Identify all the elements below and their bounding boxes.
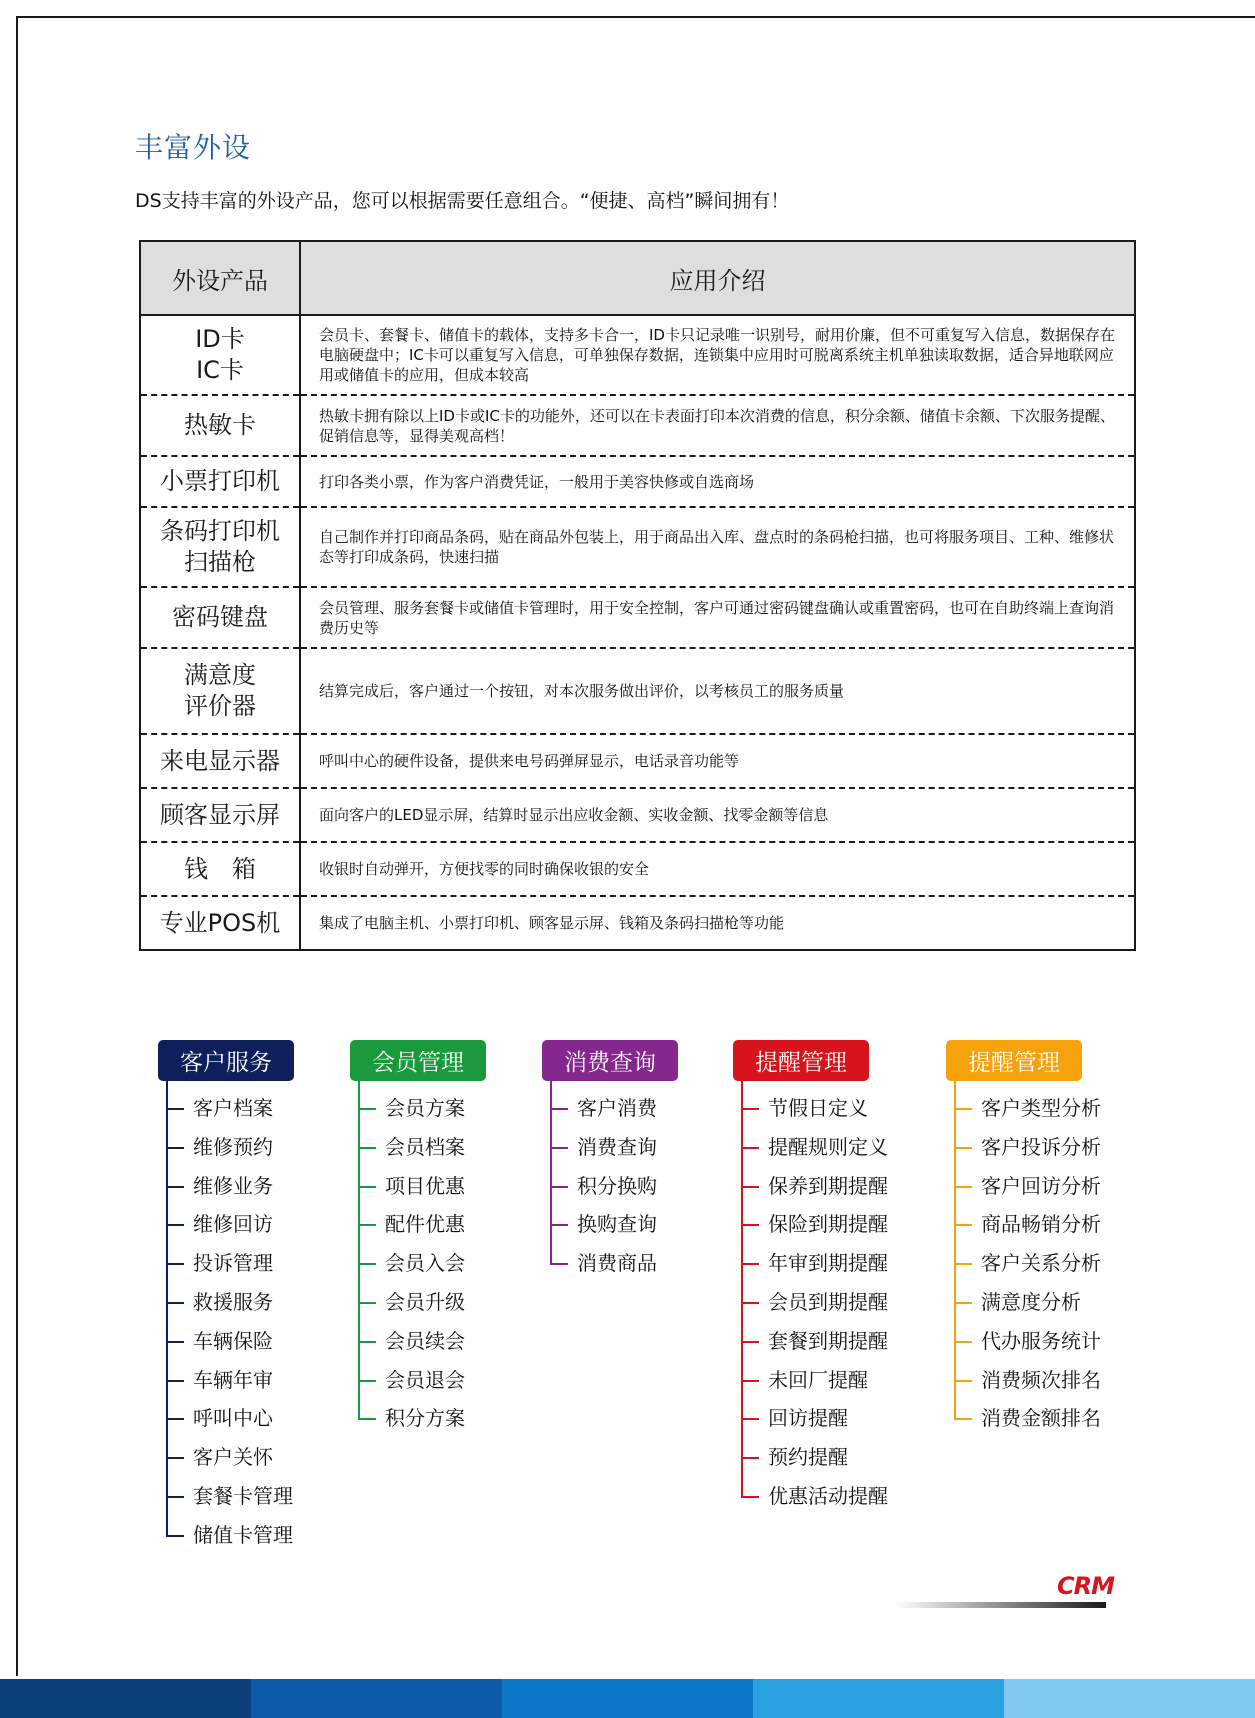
module-item xyxy=(166,1399,294,1438)
tree-branch xyxy=(741,1263,759,1265)
tree-branch xyxy=(741,1186,759,1188)
module-column-analysis xyxy=(946,1040,1101,1438)
tree-branch xyxy=(166,1147,184,1149)
module-item-label: 换购查询 xyxy=(577,1212,657,1237)
tree-branch xyxy=(358,1224,376,1226)
tree-branch xyxy=(954,1302,972,1304)
tree-branch xyxy=(166,1224,184,1226)
band-segment xyxy=(753,1679,1004,1718)
product-description: 自己制作并打印商品条码，贴在商品外包装上，用于商品出入库、盘点时的条码枪扫描，也可将服务项目、工种、维修状态等打印成条码，快速扫描 xyxy=(300,507,1135,587)
tree-branch xyxy=(741,1147,759,1149)
module-list xyxy=(358,1081,486,1438)
product-name: 密码键盘 xyxy=(140,587,300,648)
band-segment xyxy=(502,1679,753,1718)
module-header: 客户服务 xyxy=(158,1040,294,1081)
module-item-label: 车辆保险 xyxy=(193,1328,273,1353)
tree-branch xyxy=(741,1496,759,1498)
module-item xyxy=(166,1322,294,1361)
module-item xyxy=(954,1322,1101,1361)
tree-branch xyxy=(741,1341,759,1343)
module-item xyxy=(166,1244,294,1283)
table-row xyxy=(140,842,1135,896)
product-name: 钱 箱 xyxy=(140,842,300,896)
tree-branch xyxy=(358,1263,376,1265)
tree-branch xyxy=(358,1147,376,1149)
header-description: 应用介绍 xyxy=(300,241,1135,315)
section-title: 丰富外设 xyxy=(135,131,252,164)
table-row xyxy=(140,734,1135,788)
tree-branch xyxy=(741,1457,759,1459)
module-item xyxy=(954,1128,1101,1167)
module-item xyxy=(741,1399,888,1438)
module-item xyxy=(166,1283,294,1322)
product-name: 来电显示器 xyxy=(140,734,300,788)
module-item-label: 年审到期提醒 xyxy=(768,1251,888,1276)
module-item-label: 项目优惠 xyxy=(385,1173,465,1198)
product-name: 热敏卡 xyxy=(140,395,300,456)
table-row xyxy=(140,315,1135,395)
band-segment xyxy=(251,1679,502,1718)
tree-branch xyxy=(166,1457,184,1459)
module-item-label: 储值卡管理 xyxy=(193,1522,293,1547)
tree-branch xyxy=(954,1380,972,1382)
module-item-label: 会员档案 xyxy=(385,1134,465,1159)
module-item-label: 未回厂提醒 xyxy=(768,1367,868,1392)
product-name: 专业POS机 xyxy=(140,896,300,950)
module-item-label: 预约提醒 xyxy=(768,1445,848,1470)
product-description: 热敏卡拥有除以上ID卡或IC卡的功能外，还可以在卡表面打印本次消费的信息，积分余额、储值卡余额、下次服务提醒、促销信息等，显得美观高档！ xyxy=(300,395,1135,456)
product-description: 会员管理、服务套餐卡或储值卡管理时，用于安全控制，客户可通过密码键盘确认或重置密码，也可在自助终端上查询消费历史等 xyxy=(300,587,1135,648)
module-item-label: 优惠活动提醒 xyxy=(768,1483,888,1508)
module-item xyxy=(358,1205,486,1244)
table-row xyxy=(140,395,1135,456)
tree-branch xyxy=(166,1263,184,1265)
product-description: 会员卡、套餐卡、储值卡的载体，支持多卡合一，ID卡只记录唯一识别号，耐用价廉，但不可重复写入信息，数据保存在电脑硬盘中；IC卡可以重复写入信息，可单独保存数据，连锁集中应用时可脱离系统主机单独读取数据，适合异地联网应用或储值卡的应用，但成本较高 xyxy=(300,315,1135,395)
peripherals-table xyxy=(139,240,1136,951)
module-item xyxy=(166,1477,294,1516)
module-item-label: 呼叫中心 xyxy=(193,1406,273,1431)
tree-branch xyxy=(550,1186,568,1188)
tree-branch xyxy=(358,1341,376,1343)
module-item xyxy=(741,1167,888,1206)
table-row xyxy=(140,507,1135,587)
module-item-label: 消费频次排名 xyxy=(981,1367,1101,1392)
module-item xyxy=(741,1361,888,1400)
module-header: 提醒管理 xyxy=(946,1040,1082,1081)
product-name: ID卡 IC卡 xyxy=(140,315,300,395)
crm-underline xyxy=(896,1602,1106,1608)
table-row xyxy=(140,648,1135,734)
module-item xyxy=(741,1128,888,1167)
table-row xyxy=(140,456,1135,507)
module-item-label: 保险到期提醒 xyxy=(768,1212,888,1237)
module-item-label: 积分换购 xyxy=(577,1173,657,1198)
module-item-label: 客户关系分析 xyxy=(981,1251,1101,1276)
table-header-row xyxy=(140,241,1135,315)
module-item-label: 会员到期提醒 xyxy=(768,1289,888,1314)
tree-branch xyxy=(550,1108,568,1110)
module-item xyxy=(166,1128,294,1167)
tree-branch xyxy=(550,1147,568,1149)
product-name: 条码打印机 扫描枪 xyxy=(140,507,300,587)
module-column-reminder-management xyxy=(733,1040,888,1516)
product-name: 顾客显示屏 xyxy=(140,788,300,842)
module-item xyxy=(550,1205,678,1244)
module-item-label: 会员升级 xyxy=(385,1289,465,1314)
module-list xyxy=(550,1081,678,1283)
module-item xyxy=(550,1089,678,1128)
module-item xyxy=(358,1399,486,1438)
frame-top-border xyxy=(16,16,1255,18)
module-item xyxy=(741,1283,888,1322)
module-item xyxy=(954,1399,1101,1438)
module-item-label: 代办服务统计 xyxy=(981,1328,1101,1353)
tree-branch xyxy=(550,1224,568,1226)
module-header: 提醒管理 xyxy=(733,1040,869,1081)
module-list xyxy=(954,1081,1101,1438)
tree-branch xyxy=(166,1496,184,1498)
tree-branch xyxy=(166,1380,184,1382)
product-name: 小票打印机 xyxy=(140,456,300,507)
module-header: 消费查询 xyxy=(542,1040,678,1081)
module-item-label: 套餐卡管理 xyxy=(193,1483,293,1508)
tree-branch xyxy=(166,1418,184,1420)
module-item xyxy=(358,1361,486,1400)
module-item-label: 会员续会 xyxy=(385,1328,465,1353)
product-description: 打印各类小票，作为客户消费凭证，一般用于美容快修或自选商场 xyxy=(300,456,1135,507)
module-item xyxy=(741,1089,888,1128)
module-item-label: 会员方案 xyxy=(385,1096,465,1120)
tree-branch xyxy=(954,1108,972,1110)
tree-branch xyxy=(741,1302,759,1304)
module-header: 会员管理 xyxy=(350,1040,486,1081)
module-item xyxy=(741,1322,888,1361)
module-item-label: 客户投诉分析 xyxy=(981,1134,1101,1159)
module-item-label: 节假日定义 xyxy=(768,1096,868,1120)
module-item xyxy=(166,1361,294,1400)
module-item xyxy=(954,1244,1101,1283)
module-item xyxy=(166,1438,294,1477)
module-item-label: 维修回访 xyxy=(193,1212,273,1237)
product-description: 集成了电脑主机、小票打印机、顾客显示屏、钱箱及条码扫描枪等功能 xyxy=(319,914,785,932)
module-item-label: 维修业务 xyxy=(193,1173,273,1198)
crm-logo: CRM xyxy=(1057,1572,1114,1600)
module-item xyxy=(741,1477,888,1516)
module-item xyxy=(358,1244,486,1283)
tree-branch xyxy=(954,1418,972,1420)
module-item xyxy=(550,1244,678,1283)
module-item-label: 回访提醒 xyxy=(768,1406,848,1431)
module-item-label: 配件优惠 xyxy=(385,1212,465,1237)
module-item xyxy=(741,1244,888,1283)
tree-branch xyxy=(166,1186,184,1188)
table-row xyxy=(140,788,1135,842)
module-item xyxy=(358,1322,486,1361)
module-item xyxy=(550,1167,678,1206)
intro-text: DS支持丰富的外设产品，您可以根据需要任意组合。“便捷、高档”瞬间拥有！ xyxy=(135,190,790,212)
module-item-label: 满意度分析 xyxy=(981,1289,1081,1314)
module-item xyxy=(954,1283,1101,1322)
module-item xyxy=(358,1128,486,1167)
tree-branch xyxy=(166,1108,184,1110)
module-item xyxy=(741,1438,888,1477)
module-column-consumption-query xyxy=(542,1040,678,1283)
tree-branch xyxy=(741,1418,759,1420)
tree-branch xyxy=(954,1224,972,1226)
module-item xyxy=(954,1205,1101,1244)
tree-branch xyxy=(741,1108,759,1110)
module-list xyxy=(166,1081,294,1555)
table-row xyxy=(140,587,1135,648)
module-item xyxy=(741,1205,888,1244)
band-segment xyxy=(0,1679,251,1718)
module-item-label: 保养到期提醒 xyxy=(768,1173,888,1198)
module-item-label: 客户关怀 xyxy=(193,1445,273,1470)
product-description: 呼叫中心的硬件设备，提供来电号码弹屏显示，电话录音功能等 xyxy=(300,734,1135,788)
product-description: 结算完成后，客户通过一个按钮，对本次服务做出评价，以考核员工的服务质量 xyxy=(300,648,1135,734)
module-item-label: 消费商品 xyxy=(577,1251,657,1276)
tree-branch xyxy=(550,1263,568,1265)
module-item xyxy=(550,1128,678,1167)
tree-branch xyxy=(166,1341,184,1343)
product-name: 满意度 评价器 xyxy=(140,648,300,734)
module-item xyxy=(954,1167,1101,1206)
tree-branch xyxy=(741,1224,759,1226)
tree-branch xyxy=(741,1380,759,1382)
tree-branch xyxy=(358,1380,376,1382)
tree-branch xyxy=(358,1186,376,1188)
module-item-label: 客户回访分析 xyxy=(981,1173,1101,1198)
module-item-label: 积分方案 xyxy=(385,1406,465,1431)
module-item xyxy=(358,1089,486,1128)
module-item xyxy=(954,1089,1101,1128)
tree-branch xyxy=(954,1263,972,1265)
module-list xyxy=(741,1081,888,1516)
module-item-label: 消费查询 xyxy=(577,1134,657,1159)
module-item-label: 商品畅销分析 xyxy=(981,1212,1101,1237)
product-description: 面向客户的LED显示屏，结算时显示出应收金额、实收金额、找零金额等信息 xyxy=(300,788,1135,842)
header-product: 外设产品 xyxy=(140,241,300,315)
module-item-label: 投诉管理 xyxy=(193,1251,273,1276)
module-column-member-management xyxy=(350,1040,486,1438)
module-item xyxy=(166,1167,294,1206)
module-item xyxy=(954,1361,1101,1400)
tree-branch xyxy=(358,1418,376,1420)
module-item-label: 消费金额排名 xyxy=(981,1406,1101,1431)
product-description: 收银时自动弹开，方便找零的同时确保收银的安全 xyxy=(300,842,1135,896)
module-item-label: 会员入会 xyxy=(385,1251,465,1276)
band-segment xyxy=(1004,1679,1255,1718)
tree-branch xyxy=(954,1147,972,1149)
module-item xyxy=(358,1283,486,1322)
tree-branch xyxy=(358,1108,376,1110)
module-item xyxy=(166,1205,294,1244)
tree-branch xyxy=(166,1535,184,1537)
module-item-label: 客户消费 xyxy=(577,1096,657,1120)
tree-branch xyxy=(358,1302,376,1304)
module-item-label: 提醒规则定义 xyxy=(768,1134,888,1159)
module-item-label: 客户档案 xyxy=(193,1096,273,1120)
module-item-label: 客户类型分析 xyxy=(981,1096,1101,1120)
table-row xyxy=(140,896,1135,950)
tree-branch xyxy=(954,1341,972,1343)
module-item xyxy=(358,1167,486,1206)
tree-branch xyxy=(954,1186,972,1188)
frame-left-border xyxy=(16,16,18,1676)
module-item-label: 会员退会 xyxy=(385,1367,465,1392)
module-item-label: 维修预约 xyxy=(193,1134,273,1159)
module-column-customer-service xyxy=(158,1040,294,1555)
tree-branch xyxy=(166,1302,184,1304)
module-item-label: 车辆年审 xyxy=(193,1367,273,1392)
bottom-color-band xyxy=(0,1679,1255,1718)
module-item xyxy=(166,1516,294,1555)
module-item-label: 套餐到期提醒 xyxy=(768,1328,888,1353)
module-item-label: 救援服务 xyxy=(193,1289,273,1314)
module-item xyxy=(166,1089,294,1128)
